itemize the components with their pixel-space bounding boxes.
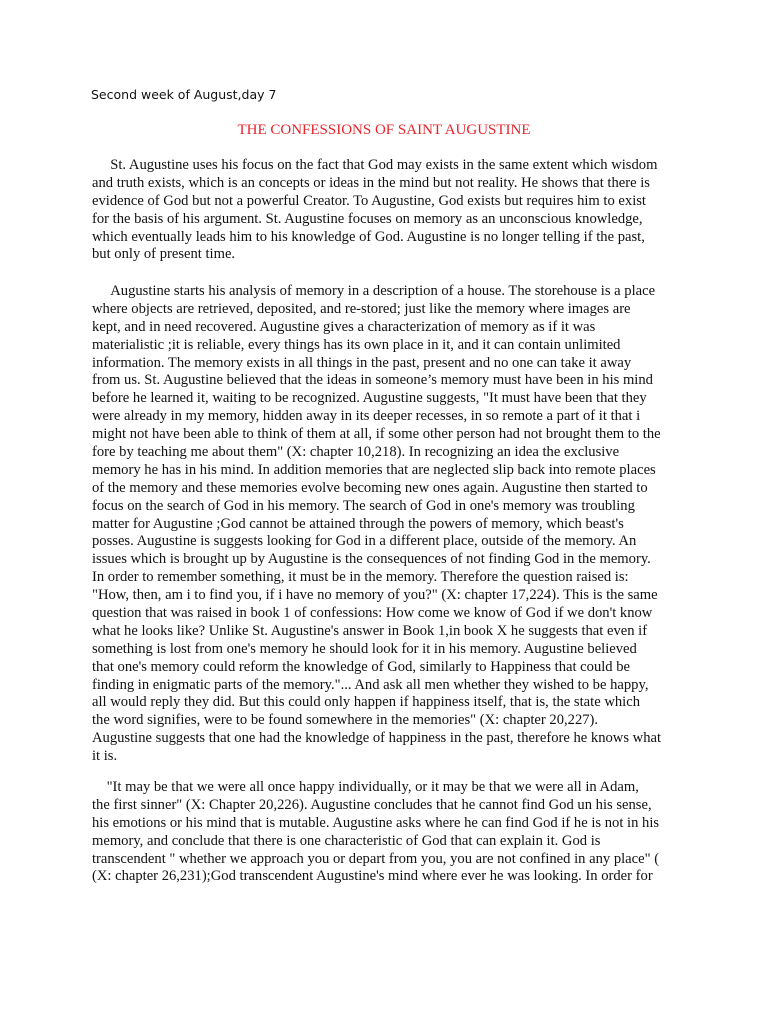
text-line: "How, then, am i to find you, if i have no memory of you?" (X: chapter 17,224). This is the same (92, 587, 658, 604)
text-line: that one's memory could reform the knowledge of God, similarly to Happiness that could be (92, 658, 631, 675)
text-line: but only of present time. (92, 246, 236, 263)
paragraph-3 (92, 779, 692, 886)
text-line: all would reply they did. But this could only happen if happiness itself, that is, the state which (92, 694, 640, 711)
paragraph-2 (92, 283, 692, 766)
text-line: what he looks like? Unlike St. Augustine's answer in Book 1,in book X he suggests that even if (92, 622, 648, 639)
text-line: matter for Augustine ;God cannot be attained through the powers of memory, which beast's (92, 515, 624, 532)
text-line: In order to remember something, it must be in the memory. Therefore the question raised is: (92, 569, 629, 586)
text-line: memory, and conclude that there is one characteristic of God that can explain it. God is (92, 832, 601, 849)
text-line: Augustine starts his analysis of memory in a description of a house. The storehouse is a place (92, 283, 656, 299)
text-line: before he learned it, waiting to be recognized. Augustine suggests, "It must have been that they (92, 390, 647, 407)
text-line: his emotions or his mind that is mutable. Augustine asks where he can find God if he is not in his (92, 814, 660, 831)
text-line: focus on the search of God in his memory. The search of God in one's memory was troubling (92, 497, 635, 514)
paragraph-1 (92, 157, 692, 264)
text-line: evidence of God but not a powerful Creator. To Augustine, God exists but requires him to exist (92, 192, 646, 209)
text-line: kept, and in need recovered. Augustine gives a characterization of memory as if it was (92, 318, 596, 335)
text-line: and truth exists, which is an concepts or ideas in the mind but not reality. He shows that there is (92, 174, 650, 191)
text-line: the first sinner" (X: Chapter 20,226). Augustine concludes that he cannot find God un his sense, (92, 796, 652, 813)
text-line: (X: chapter 26,231);God transcendent Augustine's mind where ever he was looking. In order for (92, 868, 653, 885)
text-line: fore by teaching me about them" (X: chapter 10,218). In recognizing an idea the exclusive (92, 444, 620, 461)
text-line: might not have been able to think of them at all, if some other person had not brought them to the (92, 426, 661, 443)
text-line: information. The memory exists in all things in the past, present and no one can take it away (92, 354, 632, 371)
text-line: transcendent " whether we approach you or depart from you, you are not confined in any place" ( (92, 850, 660, 867)
text-line: it is. (92, 748, 118, 765)
text-line: for the basis of his argument. St. Augustine focuses on memory as an unconscious knowledge, (92, 210, 643, 227)
text-line: finding in enigmatic parts of the memory."... And ask all men whether they wished to be happy, (92, 676, 649, 693)
text-line: something is lost from one's memory he should look for it in his memory. Augustine believed (92, 640, 637, 657)
text-line: memory he has in his mind. In addition memories that are neglected slip back into remote places (92, 461, 656, 478)
text-line: the word signifies, were to be found somewhere in the memories" (X: chapter 20,227). (92, 712, 599, 729)
text-line: were already in my memory, hidden away in its deeper recesses, in so remote a part of it that i (92, 408, 641, 425)
document-header: Second week of August,day 7 (91, 87, 277, 102)
text-line: "It may be that we were all once happy individually, or it may be that we were all in Adam, (92, 779, 639, 795)
text-line: St. Augustine uses his focus on the fact that God may exists in the same extent which wisdom (92, 157, 658, 173)
text-line: which eventually leads him to his knowledge of God. Augustine is no longer telling if the past, (92, 228, 645, 245)
text-line: of the memory and these memories evolve becoming new ones again. Augustine then started to (92, 479, 648, 496)
document-title: THE CONFESSIONS OF SAINT AUGUSTINE (237, 122, 531, 138)
text-line: from us. St. Augustine believed that the ideas in someone’s memory must have been in his mind (92, 372, 653, 389)
text-line: question that was raised in book 1 of confessions: How come we know of God if we don't know (92, 605, 653, 622)
text-line: Augustine suggests that one had the knowledge of happiness in the past, therefore he knows what (92, 730, 662, 747)
text-line: where objects are retrieved, deposited, and re-stored; just like the memory where images are (92, 300, 631, 317)
text-line: materialistic ;it is reliable, every things has its own place in it, and it can contain unlimited (92, 336, 621, 353)
text-line: posses. Augustine is suggests looking for God in a different place, outside of the memory. An (92, 533, 637, 550)
text-line: issues which is brought up by Augustine is the consequences of not finding God in the memory. (92, 551, 651, 568)
